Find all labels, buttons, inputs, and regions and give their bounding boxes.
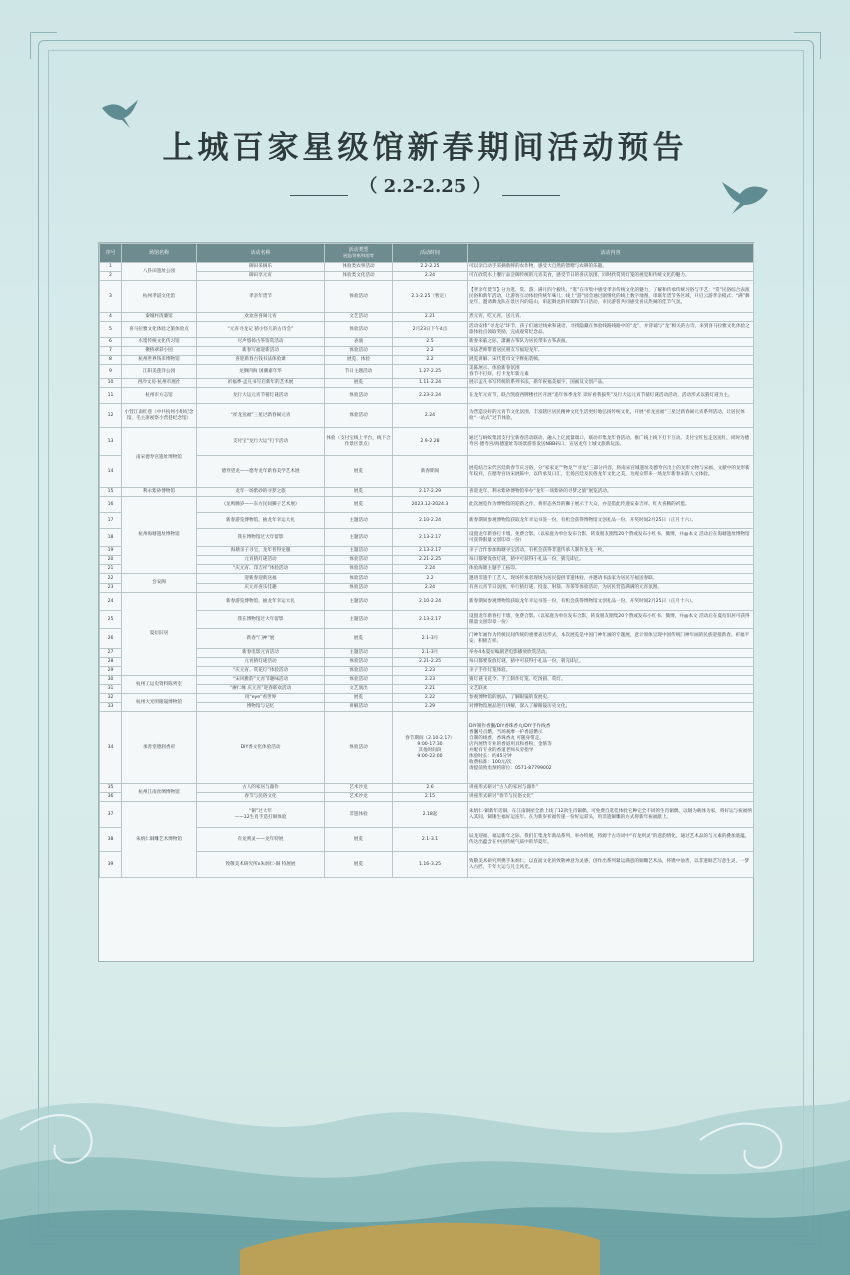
row-content: 为营造良好的元宵节文化氛围，丰富辖区居民精神文化生活更好地弘扬传统文化，开展“祥龙送福”三星过新春闹元宵系列活动，让居民体验“一站式”过节体验。 <box>468 404 754 428</box>
row-activity: 御田采摘乐 <box>197 263 325 272</box>
row-activity: 博物馆与记忆 <box>197 703 325 712</box>
header-index: 序号 <box>100 244 122 263</box>
row-type: 展览、体验 <box>325 356 393 365</box>
row-time: 2023.12-2024.3 <box>393 497 468 513</box>
row-content: 有喜元宵节日氛围，举行猜灯谜、投壶、射箭、赤茶等体验活动，为居民营造满满的元宵氛围。 <box>468 584 754 593</box>
row-content: 【孝亲年货节】分为逛、赏、游、满月四个板块。“逛”在市集中感受孝亲传统文化的魅力，了解和传承传统习俗与手艺；“赏”民俗综合表演民俗和新年活动，让游客互动体验传统年味儿；线上“游”园会通过剧情化的线上数字地图，串联年货节各区域，开启云游孝亲模式；“满”舞龙年，邀请舞龙队在景区内的巡山，串起舞龙的祥瑞和节日活动，市民游客共同感受喜庆热闹的佳节气氛。 <box>468 281 754 313</box>
table-row <box>100 388 754 404</box>
row-index: 11 <box>100 388 122 404</box>
row-content: 此次展览作为博物馆的迎新之作，将形态各异的狮子展示于大众，亦是借此传递安泰吉祥、红火喜腾的祈愿。 <box>468 497 754 513</box>
row-index: 15 <box>100 488 122 497</box>
row-index: 37 <box>100 802 122 828</box>
activity-table <box>99 243 754 878</box>
row-activity: “宋风雅韵”元宵节趣味活动 <box>197 676 325 685</box>
row-index: 34 <box>100 712 122 784</box>
row-venue: 八卦田遗址公园 <box>122 263 197 281</box>
row-index: 3 <box>100 281 122 313</box>
row-venue: 秦城村清廉馆 <box>122 313 197 322</box>
row-activity: 支付宝“龙行大运”打卡活动 <box>197 428 325 456</box>
row-activity: “铜”过大年 ——12生肖手造打铜体验 <box>197 802 325 828</box>
table-row <box>100 281 754 313</box>
row-activity: 有龙则灵——龙年特展 <box>197 828 325 852</box>
row-index: 9 <box>100 365 122 379</box>
row-content: 体验海塘主题手工拓印。 <box>468 565 754 574</box>
row-index: 23 <box>100 584 122 593</box>
row-time: 2.17-2.29 <box>393 488 468 497</box>
row-content: 门神年画作为传统民间传统的重要表达形式，本次展览是中国门神年画的专题展，意计原体呈现中国传统门神年画的民族迎接新春、祈福平安、积极吉祥。 <box>468 629 754 649</box>
table-row <box>100 784 754 793</box>
row-type: 艺术沙龙 <box>325 784 393 793</box>
row-type: 体验活动 <box>325 574 393 584</box>
page-subtitle: （ 2.2-2.25 ） <box>359 176 491 197</box>
row-time: 新春期间 <box>393 456 468 488</box>
row-activity: 龙舞四海 国潮嘉年华 <box>197 365 325 379</box>
table-row <box>100 565 754 574</box>
table-row <box>100 272 754 281</box>
table-header-row <box>100 244 754 263</box>
row-type: 体验类文化活动 <box>325 272 393 281</box>
row-activity: 庆元宵喜乐佳趣 <box>197 584 325 593</box>
row-time: 2.2-2.25 <box>393 263 468 272</box>
row-venue: 杭州大光明眼镜博物馆 <box>122 694 197 712</box>
table-row <box>100 593 754 611</box>
row-time: 2.21-2.25 <box>393 658 468 667</box>
row-index: 22 <box>100 574 122 584</box>
row-type: 文艺活动 <box>325 313 393 322</box>
row-content: 讲座形式研讨“古人的家居与器作” <box>468 784 754 793</box>
header-type-sub: 展览/讲座/体验等 <box>343 253 374 258</box>
row-activity: 御田享元宵 <box>197 272 325 281</box>
row-venue: 喜马拉雅文化体验之旅体验点 <box>122 322 197 338</box>
row-activity: 春节与民俗文化 <box>197 793 325 802</box>
row-time: 2.1-2.25（暂定） <box>393 281 468 313</box>
table-row <box>100 529 754 547</box>
row-index: 30 <box>100 676 122 685</box>
row-type: 体验活动 <box>325 667 393 676</box>
row-type: 体验活动 <box>325 404 393 428</box>
row-index: 2 <box>100 272 122 281</box>
row-time: 2.13-2.17 <box>393 529 468 547</box>
row-activity: 我在博物馆过大年留影 <box>197 529 325 547</box>
table-row <box>100 712 754 784</box>
row-index: 16 <box>100 497 122 513</box>
row-activity: “祥龙送福”三星过新春闹元宵 <box>197 404 325 428</box>
row-time: 1.27-2.25 <box>393 365 468 379</box>
page-title: 上城百家星级馆新春期间活动预告 <box>162 130 688 166</box>
row-index: 25 <box>100 611 122 629</box>
row-content: 美陈展示、体验新春氛围 春节不打烊，打卡龙年新元素 <box>468 365 754 379</box>
row-index: 27 <box>100 649 122 658</box>
table-row <box>100 852 754 878</box>
row-time: 1.11-2.24 <box>393 379 468 388</box>
table-row <box>100 703 754 712</box>
row-index: 28 <box>100 658 122 667</box>
table-row <box>100 356 754 365</box>
row-time: 2.2 <box>393 356 468 365</box>
table-row <box>100 547 754 556</box>
row-time: 2.13-2.17 <box>393 611 468 629</box>
row-activity: “庆元宵、赏花灯”体验活动 <box>197 667 325 676</box>
table-row <box>100 574 754 584</box>
wave-decoration <box>0 950 850 1275</box>
row-activity: 欢欢喜喜闹元宵 <box>197 313 325 322</box>
row-content: 设置龙年新春打卡墙，免费合影。（以家庭为单位发布合影，转发朋友圈集20个赞或发布小红书、微博，并@本文 活动后在夏衍旧居可获得限量文创印章一份） <box>468 611 754 629</box>
row-content: 对博物馆展品进行讲解，深入了解眼镜历史文化。 <box>468 703 754 712</box>
row-activity: DIY香文化体验活动 <box>197 712 325 784</box>
row-type: 体验活动 <box>325 388 393 404</box>
row-index: 31 <box>100 685 122 694</box>
row-time: 2.6 <box>393 784 468 793</box>
row-time: 2.2 <box>393 574 468 584</box>
row-time: 2.29 <box>393 703 468 712</box>
row-index: 21 <box>100 565 122 574</box>
table-row <box>100 802 754 828</box>
row-type: 艺术沙龙 <box>325 793 393 802</box>
row-content: 朱炳仁·铜新年话铜，在江南铜屋全新上线了12款生肖铜偶，可免费自选佳体验它种完全不同的生肖铜偶，以铜为载体为家，将好运与祝福纳入其间，铜锤生福好运连年。在为新岁祈福传递一份好运彩头，用非遗铜雕的方式将新年祝福献上。 <box>468 802 754 828</box>
row-content: 猜灯谜飞花令、手工制作灯笼、吃汤圆、赏灯。 <box>468 676 754 685</box>
row-content: 致敬美术研究所携手朱炳仁，以直面文化的致敬神意为灵感，创作出系列紧运满意的铜雕艺术品，将镌中仙善，以非遗铜艺写意生灵，一梦入古匠，千年大运与凡尘风光。 <box>468 852 754 878</box>
table-row <box>100 611 754 629</box>
row-type: 展览 <box>325 694 393 703</box>
row-type: 展览 <box>325 828 393 852</box>
row-type: 体验活动 <box>325 676 393 685</box>
row-index: 32 <box>100 694 122 703</box>
row-index: 14 <box>100 456 122 488</box>
row-content: 讲座形式研讨“春节与民俗文化” <box>468 793 754 802</box>
row-activity: 新春电影元宵活动 <box>197 649 325 658</box>
row-index: 7 <box>100 347 122 356</box>
table-row <box>100 456 754 488</box>
row-index: 36 <box>100 793 122 802</box>
table-row <box>100 676 754 685</box>
row-activity: 迎新春迎新送福 <box>197 574 325 584</box>
row-index: 17 <box>100 513 122 529</box>
row-venue: 承善堂德润香府 <box>122 712 197 784</box>
row-content: 文艺联欢 <box>468 685 754 694</box>
row-content: 通过与蚂蚁集团支付宝新春活动联动，融入上亿流量端口，联动市集龙年春活动。推广线上线下打卡互动。支付宝红包走送送红，同时为德寿宫·德寿宫/海德遗址等场景游客发送NBB码口，宣居龙年上城文旅新玩法。 <box>468 428 754 456</box>
row-type: 主题活动 <box>325 513 393 529</box>
row-index: 4 <box>100 313 122 322</box>
row-content: 喜迎龙年，利永紫砂博物馆举办“龙年一场紫砂的寻梦之旅”展览活动。 <box>468 488 754 497</box>
row-venue: 水墨传统文化传习馆 <box>122 338 197 347</box>
row-type: 非遗体验 <box>325 802 393 828</box>
table-row <box>100 629 754 649</box>
row-type: 文艺演出 <box>325 685 393 694</box>
row-content: 亲子手作灯笼体验。 <box>468 667 754 676</box>
row-content: 新春期间参观博物馆获取龙年幸运书签一份，有机会获得博物馆文创礼品一份，开奖时间2月25日（正月十六）。 <box>468 593 754 611</box>
row-index: 12 <box>100 404 122 428</box>
table-row <box>100 828 754 852</box>
row-content: 展示孟凡书写传统的系列书法，新年祝福美福字，国画及文创产品。 <box>468 379 754 388</box>
row-venue: 朱炳仁铜雕艺术博物馆 <box>122 802 197 878</box>
row-time: 2.24 <box>393 584 468 593</box>
row-activity: 新春游览博物馆，抽龙年幸运大礼 <box>197 593 325 611</box>
row-activity: 海塘亲子寻宝，龙年普得龙服 <box>197 547 325 556</box>
row-time: 2.10-2.24 <box>393 513 468 529</box>
table-row <box>100 556 754 565</box>
row-activity: “赓仁缘 庆元宵”迎春联欢活动 <box>197 685 325 694</box>
header-activity: 活动名称 <box>197 244 325 263</box>
row-type: 体验活动 <box>325 347 393 356</box>
row-venue: 杭州市方志馆 <box>122 388 197 404</box>
row-activity: 尽声悠扬古筝鉴赏活动 <box>197 338 325 347</box>
row-time: 1.16-3.25 <box>393 852 468 878</box>
row-time: 2.24 <box>393 565 468 574</box>
row-venue: 聚桥翠彩小园 <box>122 347 197 356</box>
row-content: 在龙年元宵节，联合凯旋西牌楼社区开展“追年体季龙年 读好看我拔奖”及行大运元宵节猜灯谜活动活动，活动形式以猜灯谜为主。 <box>468 388 754 404</box>
row-type: 展览 <box>325 379 393 388</box>
table-row <box>100 313 754 322</box>
row-time: 2.5 <box>393 338 468 347</box>
row-venue: 杭州工运史资料陈列室 <box>122 676 197 694</box>
table-row <box>100 263 754 272</box>
table-row <box>100 365 754 379</box>
row-index: 1 <box>100 263 122 272</box>
row-time: 春节期间（2.10-2.17） 9:00-17:30 其他时间段 9:00-22:00 <box>393 712 468 784</box>
row-time: 2.22 <box>393 694 468 703</box>
table-row <box>100 584 754 593</box>
row-venue: 夏衍旧居 <box>122 593 197 676</box>
row-activity: 龙行大运元宵节猜灯谜活动 <box>197 388 325 404</box>
row-time: 2.23-2.24 <box>393 388 468 404</box>
row-type: 展览 <box>325 852 393 878</box>
row-venue: 会安阁 <box>122 574 197 593</box>
header-type-label: 活动类型 <box>348 247 369 253</box>
row-venue: 利永紫砂博物馆 <box>122 488 197 497</box>
row-activity: 我在博物馆过大年留影 <box>197 611 325 629</box>
row-index: 39 <box>100 852 122 878</box>
row-index: 26 <box>100 629 122 649</box>
row-type: 体验活动 <box>325 281 393 313</box>
row-time: 2.2 <box>393 347 468 356</box>
table-row <box>100 649 754 658</box>
row-activity: 祈福季·孟凡书写启新年的艺术展 <box>197 379 325 388</box>
table-row <box>100 428 754 456</box>
row-type: 展览 <box>325 456 393 488</box>
table-row <box>100 379 754 388</box>
header-venue: 场馆名称 <box>122 244 197 263</box>
row-index: 10 <box>100 379 122 388</box>
row-type: 体验活动 <box>325 565 393 574</box>
row-type: 主题活动 <box>325 529 393 547</box>
row-type: 体验活动 <box>325 584 393 593</box>
row-time: 2.10-2.24 <box>393 593 468 611</box>
row-index: 8 <box>100 356 122 365</box>
row-activity: 喜迎新春古钱书法体验课 <box>197 356 325 365</box>
activity-table-container <box>98 242 754 962</box>
row-time: 2.21 <box>393 313 468 322</box>
row-type: 主题活动 <box>325 593 393 611</box>
row-type: 展览 <box>325 629 393 649</box>
row-type: 体验类农事活动 <box>325 263 393 272</box>
row-index: 13 <box>100 428 122 456</box>
row-venue: 小营江南红巷（中共杭州小组纪念馆、毛主席视察小营巷纪念馆） <box>122 404 197 428</box>
row-content: 新春期间参观博物馆获取龙年幸运书签一份，有机会获得博物馆文创礼品一份，开奖时间2月25日（正月十六）。 <box>468 513 754 529</box>
row-content: 煮元宵，吃元宵，送元宵。 <box>468 313 754 322</box>
table-row <box>100 667 754 676</box>
row-activity: “庆元宵、印吉祥”体验活动 <box>197 565 325 574</box>
row-venue: 杭州孝道文化馆 <box>122 281 197 313</box>
row-index: 24 <box>100 593 122 611</box>
row-time: 2.1-3月 <box>393 629 468 649</box>
row-content: 书法老师带着居民朋友写福迎龙年。 <box>468 347 754 356</box>
row-index: 29 <box>100 667 122 676</box>
row-type: 体验活动 <box>325 322 393 338</box>
row-activity: 龙年一场紫砂的寻梦之旅 <box>197 488 325 497</box>
row-content: 设置龙年新春打卡墙，免费合影。（以家庭为单位发布合影，转发朋友圈集20个赞或发布小红书、微博，并@本文 活动后在海塘遗址博物馆可获得限量文创印章一份） <box>468 529 754 547</box>
row-content: 可在欣赏水上餐厅品尝御传统的元宵美食，感受节日的喜庆氛围，同时欣赏到灯笼的视觉和传统文化的魅力。 <box>468 272 754 281</box>
row-index: 5 <box>100 322 122 338</box>
table-row <box>100 322 754 338</box>
row-venue: 西冷文房·杭州市展社 <box>122 379 197 388</box>
row-activity: 新春游览博物馆，抽龙年幸运大礼 <box>197 513 325 529</box>
row-activity: 孝亲年货节 <box>197 281 325 313</box>
row-content: 亲子合作参加海塘寻宝活动，有机会获得非遗传承人制作龙龙一枚。 <box>468 547 754 556</box>
subtitle-rule-right <box>502 195 560 196</box>
row-content: 可以亲自动手采摘新鲜的农作物，感受大自然的馈赠与农耕的乐趣。 <box>468 263 754 272</box>
row-index: 6 <box>100 338 122 347</box>
row-time: 2.24 <box>393 404 468 428</box>
row-venue: 南宋德寿宫遗址博物馆 <box>122 428 197 488</box>
header-content: 活动内容 <box>468 244 754 263</box>
row-time: 2.23 <box>393 667 468 676</box>
row-time: 2.1-3月 <box>393 649 468 658</box>
header-type <box>325 244 393 263</box>
row-venue: 杭州世界钱币博物馆 <box>122 356 197 365</box>
row-content: 邀请非遗手工艺人，现场传承者现场为居民提供非遗体验，并邀请书法家为居民写福送春联。 <box>468 574 754 584</box>
row-type: 节日主题活动 <box>325 365 393 379</box>
row-activity: 致敬美术研究所x朱炳仁·铜 特展展 <box>197 852 325 878</box>
row-time: 2.1-3.1 <box>393 828 468 852</box>
table-body <box>100 263 754 878</box>
row-time: 2.21-2.25 <box>393 556 468 565</box>
row-venue: 杭州江南丝绸博物馆 <box>122 784 197 802</box>
row-content: 新春来临之际，潇湘古筝队为居民带来古筝表演。 <box>468 338 754 347</box>
row-time: 2.9-2.28 <box>393 428 468 456</box>
row-index: 38 <box>100 828 122 852</box>
row-type: 体验（支付宝线上平台，线下合作景区景点） <box>325 428 393 456</box>
table-row <box>100 347 754 356</box>
row-type: 体验活动 <box>325 556 393 565</box>
table-row <box>100 658 754 667</box>
row-content: 展览讲解、宋代货币文字释拓装帧。 <box>468 356 754 365</box>
table-row <box>100 338 754 347</box>
row-type: 体验活动 <box>325 658 393 667</box>
table-row <box>100 694 754 703</box>
row-content: 举办4本夏衍编剧老电影播放欣赏活动。 <box>468 649 754 658</box>
row-type: 展览 <box>325 488 393 497</box>
table-row <box>100 497 754 513</box>
row-activity: 元宵猜灯谜活动 <box>197 556 325 565</box>
row-type: 表演 <box>325 338 393 347</box>
row-time: 2.13-2.17 <box>393 547 468 556</box>
table-row <box>100 404 754 428</box>
row-time: 2.23 <box>393 676 468 685</box>
row-content: 展览结合宋代宫廷新春节庆习俗，分“家家龙”“物龙”“寻龙”三部分内容，将南宋宫城遗址及德寿宫出土的龙形文物与宋画、文献中的龙形新年纹祥，在德寿宫仿宋展陈中，以传承及日汇，宏扬宫廷及民俗龙年文化之美，为观众带来一场龙年新春宋韵人文体验。 <box>468 456 754 488</box>
row-content: DIY制作香囊/DIY香珠香丸/DIY手作线香 香囊号点燃，当场观摩一护香道燃示 自制的线香，香珠香丸 可随身带走。 店内展售专业的香道用具和香粉，金筋等 并配有专业的香道老师从旁指导 体验时长：约45分钟 收费标准：100元/次 请提前致电预约席位：0571-87799002 <box>468 712 754 784</box>
table-row <box>100 793 754 802</box>
row-activity: 《龙鸣腾岁——东方民间狮子艺术展》 <box>197 497 325 513</box>
header-time: 活动时间 <box>393 244 468 263</box>
table-row <box>100 685 754 694</box>
row-type: 主题活动 <box>325 547 393 556</box>
row-activity: 古人的家居与器作 <box>197 784 325 793</box>
row-type: 主题活动 <box>325 649 393 658</box>
row-content: 每日都要发放灯谜，猜中可获得小礼品一份，猜完即止。 <box>468 658 754 667</box>
row-content: 参观博物馆的展品，了解眼镜的发展史。 <box>468 694 754 703</box>
row-type: 体验活动 <box>325 712 393 784</box>
row-activity: 德寿望龙——德寿龙年新春美学艺术展 <box>197 456 325 488</box>
row-type: 讲解活动 <box>325 703 393 712</box>
row-activity: “元宵寻龙记 猜小怪儿的古诗会” <box>197 322 325 338</box>
row-time: 2.21 <box>393 685 468 694</box>
row-content: 辰龙迎福，福运新年之际，我们汇集龙年新品系列，举办特展，将源于古诗词中“有龙则灵”的意韵情化，通过艺术品的与元素的叠加底蕴，传达出蕴含在中国传统气质中的华夏年。 <box>468 828 754 852</box>
row-content: 每日都要发放灯谜，猜中可获得小礼品一份，猜完即止。 <box>468 556 754 565</box>
row-activity: 用“eye”看世界 <box>197 694 325 703</box>
row-activity: 元宵猜灯谜活动 <box>197 658 325 667</box>
subtitle-rule-left <box>290 195 348 196</box>
row-venue: 江阳美莲洋公园 <box>122 365 197 379</box>
row-time: 2.18起 <box>393 802 468 828</box>
row-time: 2.15 <box>393 793 468 802</box>
row-index: 33 <box>100 703 122 712</box>
row-type: 主题活动 <box>325 611 393 629</box>
row-activity: 新春“门神”展 <box>197 629 325 649</box>
row-time: 2月23日下午4点 <box>393 322 468 338</box>
table-row <box>100 488 754 497</box>
row-time: 2.24 <box>393 272 468 281</box>
row-content: 活动安排“寻龙记”环节，孩子们通过线索和谜语，寻找隐藏在体验线路线路中的“龙”，并背诵与“龙”相关的古诗，来到喜马拉雅文化体验之旅体验点领取奖励，完成观赏纪念品。 <box>468 322 754 338</box>
row-type: 展览 <box>325 497 393 513</box>
row-index: 20 <box>100 556 122 565</box>
row-index: 35 <box>100 784 122 793</box>
row-venue: 杭州海塘遗址博物馆 <box>122 497 197 574</box>
row-activity: 新春写福迎新活动 <box>197 347 325 356</box>
table-row <box>100 513 754 529</box>
row-index: 18 <box>100 529 122 547</box>
row-index: 19 <box>100 547 122 556</box>
